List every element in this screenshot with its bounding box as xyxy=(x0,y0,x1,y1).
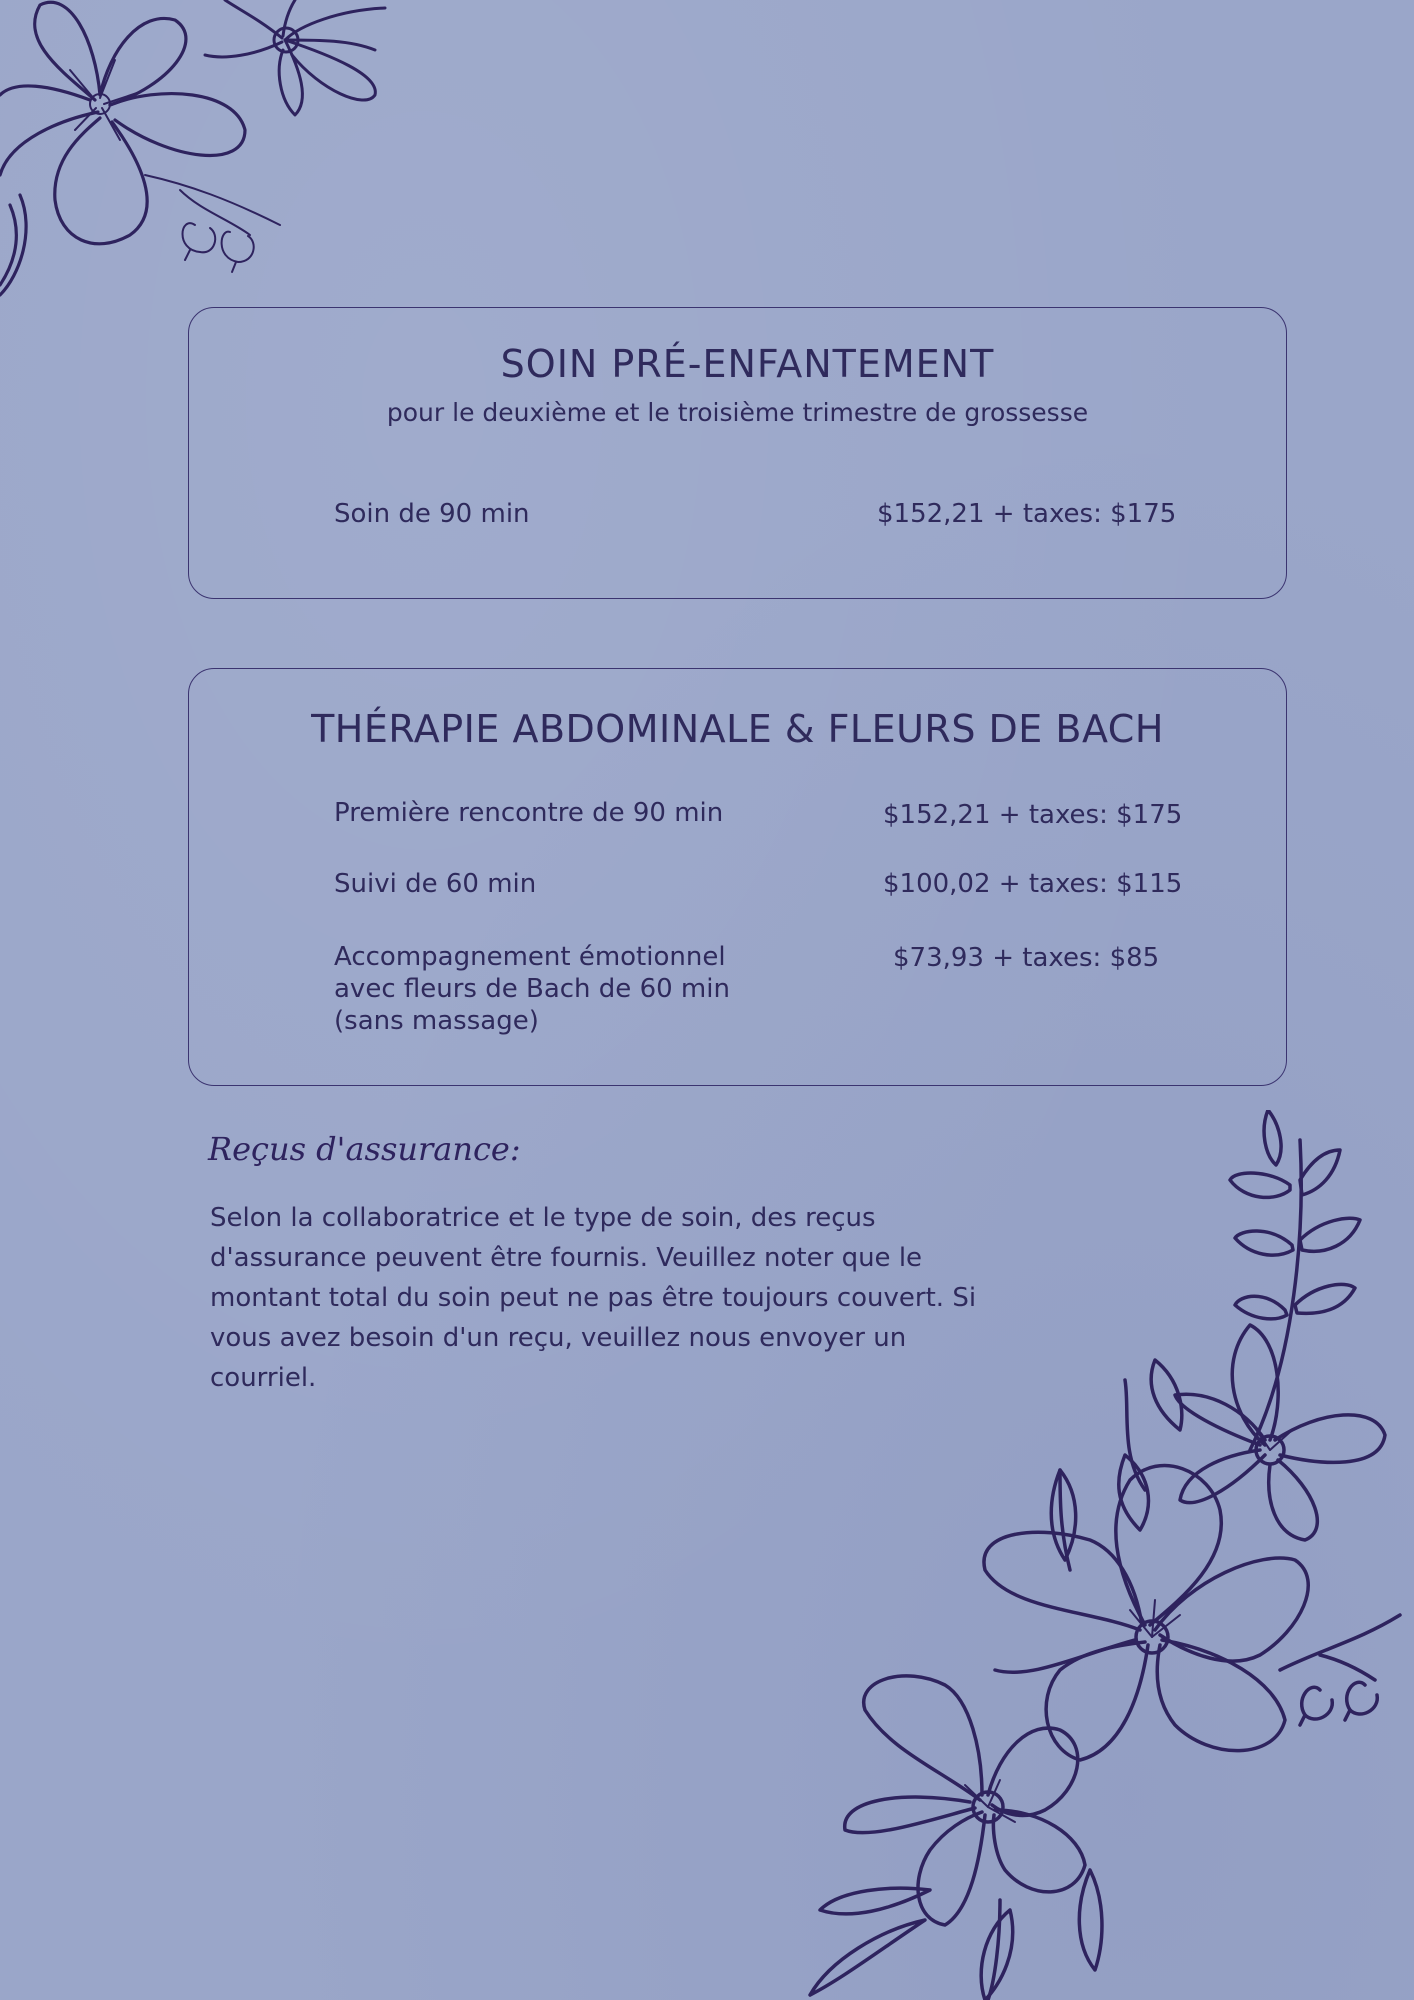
service-row-label: Accompagnement émotionnel avec fleurs de Bach de 60 min (sans massage) xyxy=(334,942,730,1036)
insurance-text: Selon la collaboratrice et le type de soin, des reçus d'assurance peuvent être fournis. Veuillez noter que le montant total du soin peut ne pas être toujours couvert. Si vous avez besoin d'un reçu, veuillez nous envoyer un courriel. xyxy=(210,1203,977,1393)
service-row-label: Soin de 90 min xyxy=(334,499,530,529)
service-row-price: $152,21 + taxes: $175 xyxy=(883,800,1183,830)
abdominal-therapy-title: THÉRAPIE ABDOMINALE & FLEURS DE BACH xyxy=(311,707,1164,751)
service-row-price: $73,93 + taxes: $85 xyxy=(893,943,1160,973)
service-row-label: Première rencontre de 90 min xyxy=(334,798,724,828)
service-row-label: Suivi de 60 min xyxy=(334,869,537,899)
insurance-heading: Reçus d'assurance: xyxy=(208,1130,521,1168)
prenatal-care-card xyxy=(188,307,1287,599)
prenatal-care-subtitle: pour le deuxième et le troisième trimestre de grossesse xyxy=(386,398,1089,427)
service-row-price: $100,02 + taxes: $115 xyxy=(883,869,1183,899)
service-row-price: $152,21 + taxes: $175 xyxy=(877,499,1177,529)
abdominal-therapy-card xyxy=(188,668,1287,1086)
prenatal-care-title: SOIN PRÉ-ENFANTEMENT xyxy=(500,342,995,386)
flower-illustration-top-left-icon xyxy=(0,0,400,310)
flower-illustration-bottom-right-icon xyxy=(760,1110,1414,2000)
